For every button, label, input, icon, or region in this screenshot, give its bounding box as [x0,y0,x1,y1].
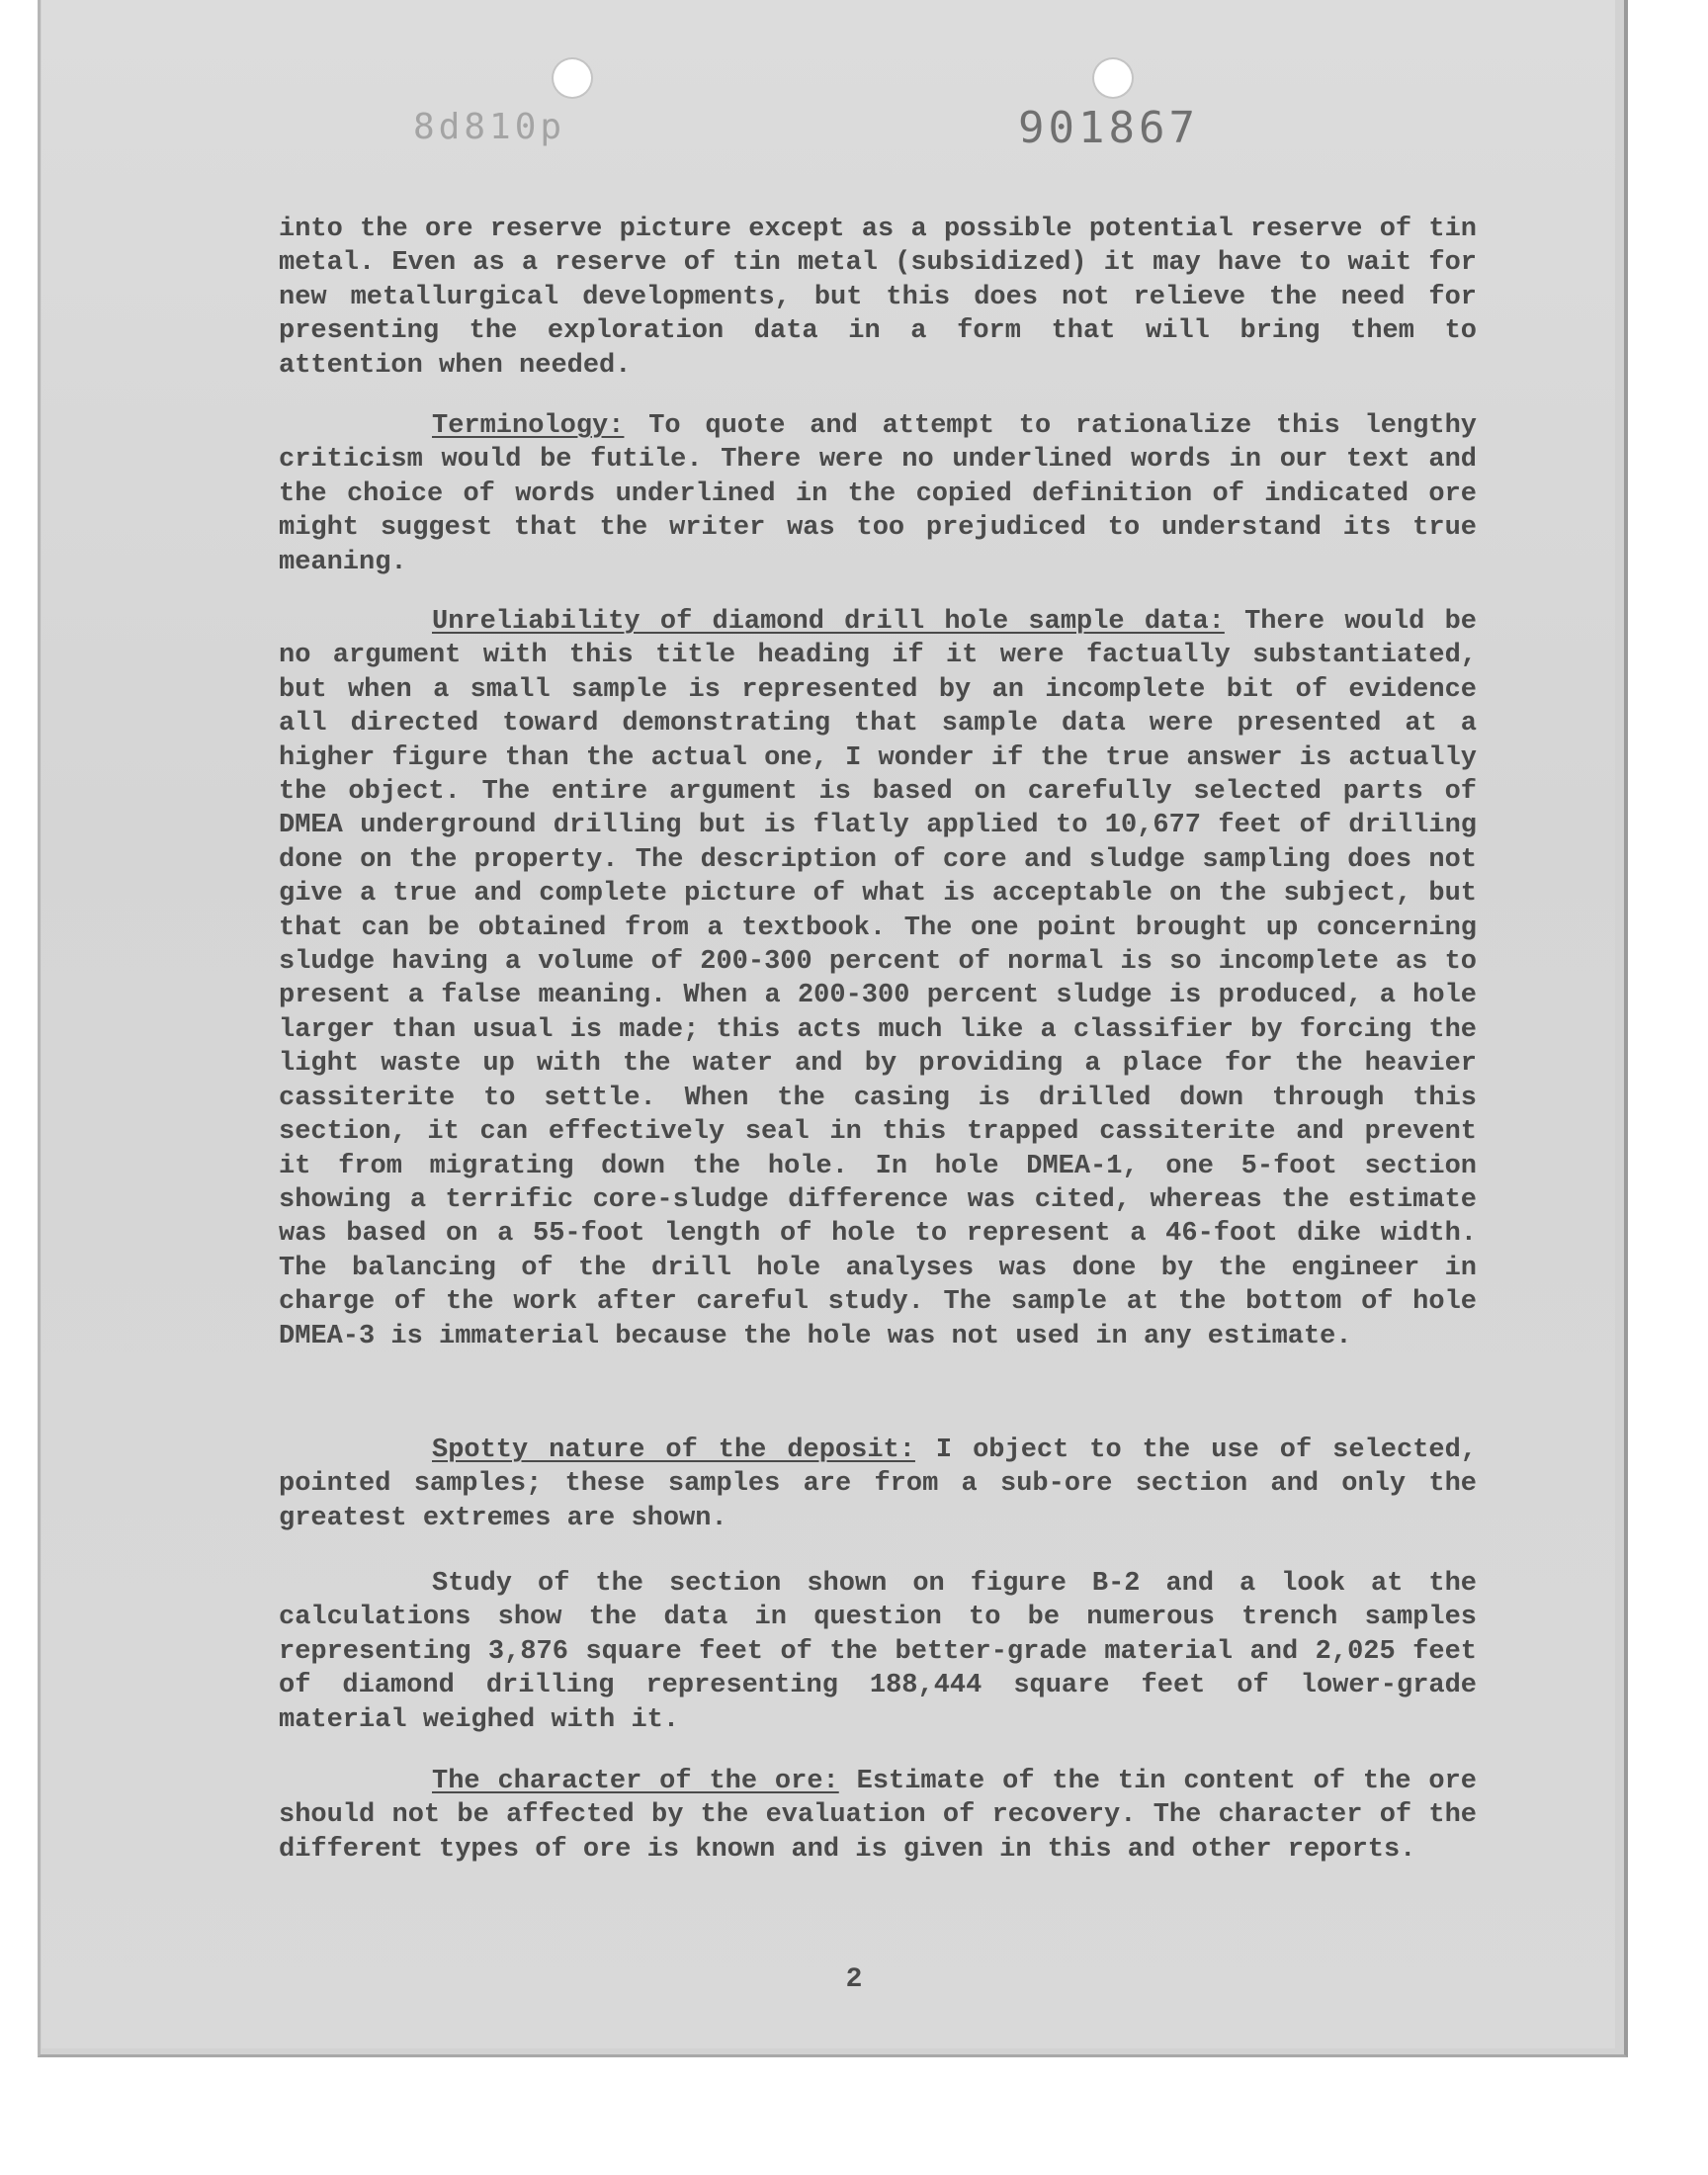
punch-hole-left [554,59,591,97]
paragraph-terminology [279,409,1477,579]
paragraph-ore-character [279,1765,1477,1867]
paragraph-body: There would be no argument with this title heading if it were factually substantiated, but when a small sample is represented by an incomplete bit of evidence all directed toward demonstrating that sample data were presented at a higher figure than the actual one, I wonder if the true answer is actually the object. The entire argument is based on carefully selected parts of DMEA underground drilling but is flatly applied to 10,677 feet of drilling done on the property. The description of core and sludge sampling does not give a true and complete picture of what is acceptable on the subject, but that can be obtained from a textbook. The one point brought up concerning sludge having a volume of 200-300 percent of normal is so incomplete as to present a false meaning. When a 200-300 percent sludge is produced, a hole larger than usual is made; this acts much like a classifier by forcing the light waste up with the water and by providing a place for the heavier cassiterite to settle. When the casing is drilled down through this section, it can effectively seal in this trapped cassiterite and prevent it from migrating down the hole. In hole DMEA-1, one 5-foot section showing a terrific core-sludge difference was cited, whereas the estimate was based on a 55-foot length of hole to represent a 46-foot dike width. The balancing of the drill hole analyses was done by the engineer in charge of the work after careful study. The sample at the bottom of hole DMEA-3 is immaterial because the hole was not used in any estimate. [279,607,1477,1351]
section-heading: Spotty nature of the deposit: [432,1436,915,1465]
section-heading: Terminology: [432,411,625,441]
paragraph-body: Estimate of the tin content of the ore should not be affected by the evaluation of recovery. The character of the different types of ore is known and is given in this and other reports. [279,1767,1477,1865]
section-heading: Unreliability of diamond drill hole sample data: [432,607,1225,637]
paragraph-body: To quote and attempt to rationalize this lengthy criticism would be futile. There were no underlined words in our text and the choice of words underlined in the copied definition of indicated ore might suggest that the writer was too prejudiced to understand its true meaning. [279,411,1477,577]
paragraph-spotty-nature [279,1434,1477,1535]
document-number-stamp: 901867 [1018,103,1199,153]
paragraph-body: Study of the section shown on figure B-2 and a look at the calculations show the data in question to be numerous trench samples representing 3,876 square feet of the better-grade material and 2,025 feet of diamond drilling representing 188,444 square feet of lower-grade material weighed with it. [279,1569,1477,1735]
document-stamp-faded: 8d810p [413,107,566,147]
paragraph-section-study [279,1567,1477,1737]
paragraph-unreliability [279,605,1477,1353]
punch-hole-right [1094,59,1132,97]
paragraph-body: I object to the use of selected, pointed samples; these samples are from a sub-ore section and only the greatest extremes are shown. [279,1436,1477,1533]
paragraph-body: into the ore reserve picture except as a possible potential reserve of tin metal. Even as a reserve of tin metal (subsidized) it may have to wait for new metallurgical developments, but this does not relieve the need for presenting the exploration data in a form that will bring them to attention when needed. [279,215,1477,381]
section-heading: The character of the ore: [432,1767,839,1796]
page-number: 2 [845,1964,863,1995]
paragraph-continuation [279,213,1477,383]
